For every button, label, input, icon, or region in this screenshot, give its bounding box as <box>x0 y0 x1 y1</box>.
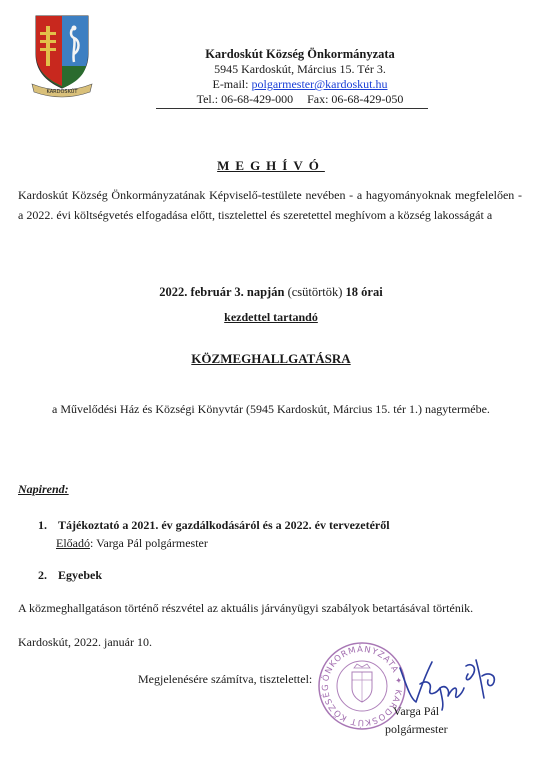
contact-line <box>120 91 480 107</box>
presenter-name: : Varga Pál polgármester <box>90 536 208 550</box>
presenter-label: Előadó <box>56 536 90 550</box>
attendance-conditions: A közmeghallgatáson történő részvétel az aktuális járványügyi szabályok betartásával történik. <box>18 601 474 615</box>
agenda-item-number: 1. <box>38 518 47 532</box>
closing-salutation: Megjelenésére számítva, tisztelettel: <box>138 672 313 686</box>
event-start-line: kezdettel tartandó <box>224 310 318 324</box>
event-date-line <box>0 285 542 300</box>
email-label: E-mail: <box>212 77 249 91</box>
email-link[interactable]: polgarmester@kardoskut.hu <box>251 77 388 91</box>
fax-number: Fax: 06-68-429-050 <box>307 92 404 106</box>
document-title: MEGHÍVÓ <box>217 158 325 173</box>
event-time: 18 órai <box>345 285 383 299</box>
stamp-text: ÖNKORMÁNYZATA ✦ KARDOSKÚT KÖZSÉG <box>320 644 404 728</box>
event-date: 2022. február 3. napján <box>159 285 285 299</box>
agenda-item-number: 2. <box>38 568 47 582</box>
public-hearing-heading: KÖZMEGHALLGATÁSRA <box>191 351 351 366</box>
agenda-presenter <box>56 536 208 551</box>
intro-paragraph: Kardoskút Község Önkormányzatának Képviselő-testülete nevében - a hagyományoknak megfelelően - a 2022. évi költségvetés elfogadása előtt, tisztelettel és szeretettel meghívom a község lakosságát a <box>18 188 522 222</box>
crest-ribbon-text: KARDOSKÚT <box>46 89 78 95</box>
agenda-item <box>38 568 102 583</box>
signer-title: polgármester <box>385 722 448 736</box>
organization-address: 5945 Kardoskút, Március 15. Tér 3. <box>214 62 386 76</box>
phone-number: Tel.: 06-68-429-000 <box>196 92 294 106</box>
place-and-date: Kardoskút, 2022. január 10. <box>18 635 152 649</box>
organization-email-line <box>120 76 480 92</box>
agenda-item-text: Tájékoztató a 2021. év gazdálkodásáról és a 2022. év tervezetéről <box>58 518 390 532</box>
letterhead-divider <box>156 108 428 109</box>
event-weekday: (csütörtök) <box>287 285 343 299</box>
signer-name: Varga Pál <box>393 704 440 718</box>
agenda-heading: Napirend: <box>18 482 69 496</box>
event-venue: a Művelődési Ház és Községi Könyvtár (5945 Kardoskút, Március 15. tér 1.) nagytermébe. <box>52 402 490 416</box>
agenda-item-text: Egyebek <box>58 568 103 582</box>
organization-name: Kardoskút Község Önkormányzata <box>205 47 395 61</box>
agenda-item <box>38 518 390 533</box>
municipal-coat-of-arms <box>30 10 94 98</box>
